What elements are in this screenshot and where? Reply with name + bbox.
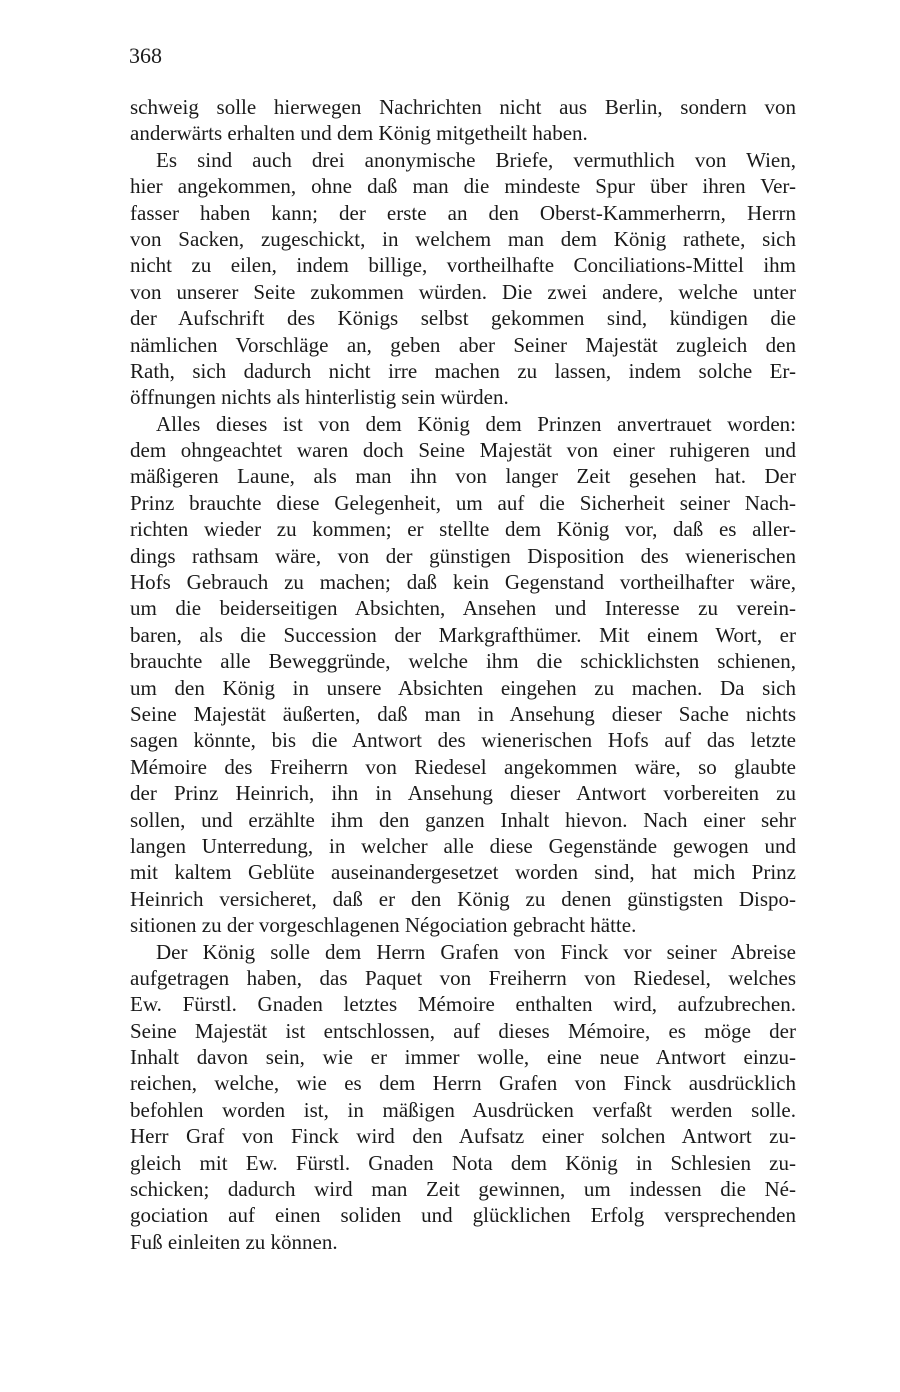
text-line: Seine Majestät äußerten, daß man in Ansehung dieser Sache nichts <box>130 701 796 726</box>
text-line: der Aufschrift des Königs selbst gekommen sind, kündigen die <box>130 306 796 331</box>
text-line: aufgetragen haben, das Paquet von Freiherrn von Riedesel, welches <box>130 965 796 990</box>
text-line: um die beiderseitigen Absichten, Ansehen und Interesse zu verein- <box>130 596 796 621</box>
text-line: brauchte alle Beweggründe, welche ihm die schicklichsten schienen, <box>130 649 796 674</box>
text-line: gleich mit Ew. Fürstl. Gnaden Nota dem König in Schlesien zu- <box>130 1150 796 1175</box>
text-line: mäßigeren Laune, als man ihn von langer Zeit gesehen hat. Der <box>130 464 796 489</box>
text-line: Ew. Fürstl. Gnaden letztes Mémoire enthalten wird, aufzubrechen. <box>130 992 796 1017</box>
text-line: befohlen worden ist, in mäßigen Ausdrücken verfaßt werden solle. <box>130 1097 796 1122</box>
text-line: Herr Graf von Finck wird den Aufsatz einer solchen Antwort zu- <box>130 1124 796 1149</box>
text-line: gociation auf einen soliden und glücklichen Erfolg versprechenden <box>130 1203 796 1228</box>
text-line: Rath, sich dadurch nicht irre machen zu lassen, indem solche Er- <box>130 358 796 383</box>
text-line: öffnungen nichts als hinterlistig sein würden. <box>130 385 509 410</box>
text-line: sitionen zu der vorgeschlagenen Négociation gebracht hätte. <box>130 913 637 938</box>
page-number: 368 <box>129 43 162 68</box>
text-line: Alles dieses ist von dem König dem Prinzen anvertrauet worden: <box>156 411 796 436</box>
text-line: Prinz brauchte diese Gelegenheit, um auf die Sicherheit seiner Nach- <box>130 490 796 515</box>
text-line: Mémoire des Freiherrn von Riedesel angekommen wäre, so glaubte <box>130 754 796 779</box>
text-line: richten wieder zu kommen; er stellte dem König vor, daß es aller- <box>130 517 796 542</box>
text-line: Hofs Gebrauch zu machen; daß kein Gegenstand vortheilhafter wäre, <box>130 570 796 595</box>
text-line: Fuß einleiten zu können. <box>130 1229 338 1254</box>
text-line: Der König solle dem Herrn Grafen von Finck vor seiner Abreise <box>156 939 796 964</box>
text-line: von unserer Seite zukommen würden. Die zwei andere, welche unter <box>130 279 796 304</box>
text-line: anderwärts erhalten und dem König mitgetheilt haben. <box>130 121 588 146</box>
text-line: von Sacken, zugeschickt, in welchem man dem König rathete, sich <box>130 226 796 251</box>
text-line: hier angekommen, ohne daß man die mindeste Spur über ihren Ver- <box>130 174 796 199</box>
text-line: mit kaltem Geblüte auseinandergesetzet worden sind, hat mich Prinz <box>130 860 796 885</box>
text-line: Inhalt davon sein, wie er immer wolle, eine neue Antwort einzu- <box>130 1045 796 1070</box>
body-text <box>130 94 796 1255</box>
text-line: der Prinz Heinrich, ihn in Ansehung dieser Antwort vorbereiten zu <box>130 781 796 806</box>
text-line: um den König in unsere Absichten eingehen zu machen. Da sich <box>130 675 796 700</box>
text-line: schweig solle hierwegen Nachrichten nicht aus Berlin, sondern von <box>130 95 796 119</box>
text-line: Heinrich versicheret, daß er den König zu denen günstigsten Dispo- <box>130 886 796 911</box>
text-line: sollen, und erzählte ihm den ganzen Inhalt hievon. Nach einer sehr <box>130 807 796 832</box>
text-line: fasser haben kann; der erste an den Oberst-Kammerherrn, Herrn <box>130 200 796 225</box>
text-line: langen Unterredung, in welcher alle diese Gegenstände gewogen und <box>130 833 796 858</box>
text-line: Es sind auch drei anonymische Briefe, vermuthlich von Wien, <box>156 147 796 172</box>
text-line: dem ohngeachtet waren doch Seine Majestät von einer ruhigeren und <box>130 438 796 463</box>
text-line: dings rathsam wäre, von der günstigen Disposition des wienerischen <box>130 543 796 568</box>
text-line: baren, als die Succession der Markgrafthümer. Mit einem Wort, er <box>130 622 796 647</box>
text-line: nämlichen Vorschläge an, geben aber Seiner Majestät zugleich den <box>130 332 796 357</box>
text-line: schicken; dadurch wird man Zeit gewinnen, um indessen die Né- <box>130 1177 796 1202</box>
text-line: nicht zu eilen, indem billige, vortheilhafte Conciliations-Mittel ihm <box>130 253 796 278</box>
text-line: Seine Majestät ist entschlossen, auf dieses Mémoire, es möge der <box>130 1018 796 1043</box>
text-line: reichen, welche, wie es dem Herrn Grafen von Finck ausdrücklich <box>130 1071 796 1096</box>
text-line: sagen könnte, bis die Antwort des wienerischen Hofs auf das letzte <box>130 728 796 753</box>
